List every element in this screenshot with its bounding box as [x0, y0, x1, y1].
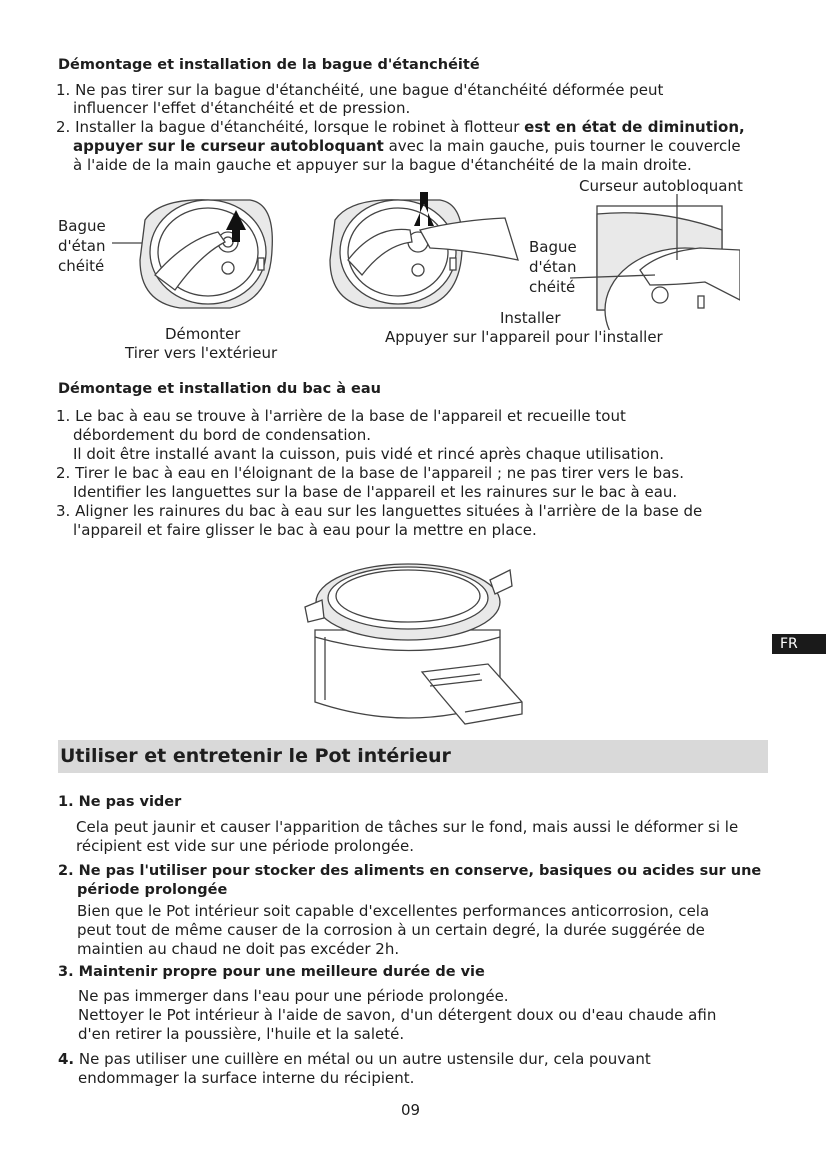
pot-item-1-title: 1. Ne pas vider [58, 794, 182, 810]
seal-item-1-line-2: influencer l'effet d'étanchéité et de pression. [73, 99, 411, 117]
lid-install-illustration [330, 192, 518, 308]
pot-item-1-line-2: récipient est vide sur une période prolongée. [76, 837, 414, 855]
label-seal-right-2: d'étan [529, 258, 577, 276]
tray-line-6: 3. Aligner les rainures du bac à eau sur les languettes situées à l'arrière de la base de [56, 502, 703, 520]
pot-item-3-line-1: Ne pas immerger dans l'eau pour une période prolongée. [78, 987, 509, 1005]
section-title-inner-pot: Utiliser et entretenir le Pot intérieur [60, 745, 451, 767]
pot-item-4-line-2: endommager la surface interne du récipient. [78, 1069, 415, 1087]
page-number: 09 [401, 1101, 421, 1119]
tray-line-5: Identifier les languettes sur la base de l'appareil et les rainures sur le bac à eau. [73, 483, 678, 501]
label-seal-left-1: Bague [58, 217, 106, 235]
seal-item-2-line-2: appuyer sur le curseur autobloquant avec la main gauche, puis tourner le couvercle [73, 137, 741, 155]
tray-line-1: 1. Le bac à eau se trouve à l'arrière de la base de l'appareil et recueille tout [56, 407, 626, 425]
language-tab-fr: FR [772, 634, 826, 654]
label-seal-right-3: chéité [529, 278, 576, 296]
label-self-lock-slider: Curseur autobloquant [579, 177, 743, 195]
label-seal-right-1: Bague [529, 238, 577, 256]
pot-item-2-line-1: Bien que le Pot intérieur soit capable d'excellentes performances anticorrosion, cela [77, 902, 710, 920]
cooker-water-tray-illustration [300, 552, 530, 732]
pot-item-2-title-1: 2. Ne pas l'utiliser pour stocker des aliments en conserve, basiques ou acides sur une [58, 863, 762, 879]
pot-item-3-title: 3. Maintenir propre pour une meilleure durée de vie [58, 964, 485, 980]
caption-install-press: Appuyer sur l'appareil pour l'installer [385, 328, 663, 346]
pot-item-4-line-1: 4. Ne pas utiliser une cuillère en métal ou un autre ustensile dur, cela pouvant [58, 1050, 651, 1068]
caption-remove: Démonter [165, 325, 241, 343]
pot-item-1-line-1: Cela peut jaunir et causer l'apparition de tâches sur le fond, mais aussi le déformer si le [76, 818, 739, 836]
label-seal-left-2: d'étan [58, 237, 106, 255]
seal-item-2-line-3: à l'aide de la main gauche et appuyer sur la bague d'étanchéité de la main droite. [73, 156, 692, 174]
pot-item-2-line-2: peut tout de même causer de la corrosion à un certain degré, la durée suggérée de [77, 921, 705, 939]
pot-item-3-line-2: Nettoyer le Pot intérieur à l'aide de savon, d'un détergent doux ou d'eau chaude afin [78, 1006, 717, 1024]
seal-item-1-line-1: 1. Ne pas tirer sur la bague d'étanchéité, une bague d'étanchéité déformée peut [56, 81, 664, 99]
pot-item-2-line-3: maintien au chaud ne doit pas excéder 2h. [77, 940, 400, 958]
tray-line-2: débordement du bord de condensation. [73, 426, 372, 444]
tray-line-4: 2. Tirer le bac à eau en l'éloignant de la base de l'appareil ; ne pas tirer vers le bas. [56, 464, 684, 482]
caption-install: Installer [500, 309, 561, 327]
label-seal-left-3: chéité [58, 257, 105, 275]
tray-line-7: l'appareil et faire glisser le bac à eau pour la mettre en place. [73, 521, 537, 539]
tray-line-3: Il doit être installé avant la cuisson, puis vidé et rincé après chaque utilisation. [73, 445, 665, 463]
slider-closeup-illustration [570, 194, 740, 330]
seal-ring-illustration [100, 190, 740, 330]
lid-remove-illustration [140, 200, 272, 308]
section-title-seal-ring: Démontage et installation de la bague d'étanchéité [58, 57, 480, 73]
caption-remove-pull: Tirer vers l'extérieur [125, 344, 278, 362]
section-band-inner-pot [58, 740, 768, 773]
pot-item-2-title-2: période prolongée [77, 882, 228, 898]
pot-item-3-line-3: d'en retirer la poussière, l'huile et la saleté. [78, 1025, 405, 1043]
section-title-water-tray: Démontage et installation du bac à eau [58, 381, 381, 397]
seal-item-2-line-1: 2. Installer la bague d'étanchéité, lorsque le robinet à flotteur est en état de diminution, [56, 118, 745, 136]
